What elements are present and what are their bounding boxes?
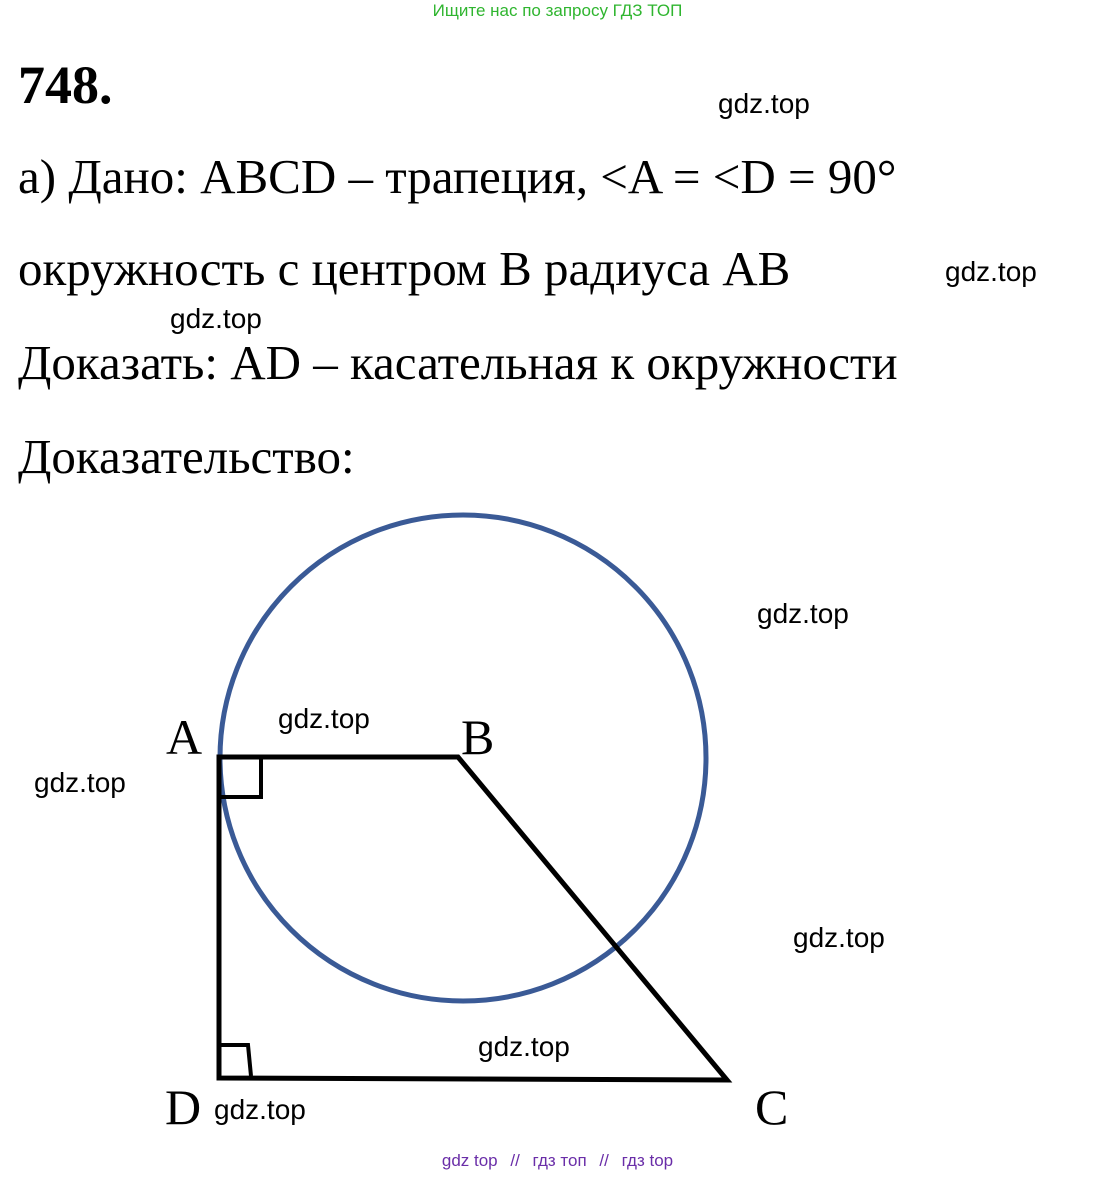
problem-number: 748. xyxy=(18,55,113,115)
watermark: gdz.top xyxy=(278,703,370,734)
footer-separator: // xyxy=(510,1151,520,1170)
vertex-label-c: C xyxy=(755,1079,789,1135)
watermark: gdz.top xyxy=(170,303,262,334)
watermark: gdz.top xyxy=(757,598,849,629)
footer-link[interactable]: гдз top xyxy=(621,1151,674,1170)
search-hint: Ищите нас по запросу ГДЗ ТОП xyxy=(432,1,683,20)
proof-heading: Доказательство: xyxy=(18,429,355,484)
circle-line: окружность с центром B радиуса AB xyxy=(18,241,791,296)
vertex-label-b: B xyxy=(461,709,495,765)
right-angle-mark-d xyxy=(221,1045,251,1076)
footer-links xyxy=(0,1151,1115,1171)
prove-line: Доказать: AD – касательная к окружности xyxy=(18,335,898,390)
given-line: а) Дано: ABCD – трапеция, <A = <D = 90° xyxy=(18,149,897,204)
footer-link[interactable]: гдз топ xyxy=(532,1151,587,1170)
vertex-label-d: D xyxy=(165,1079,202,1135)
footer-separator: // xyxy=(599,1151,609,1170)
watermark: gdz.top xyxy=(34,767,126,798)
right-angle-mark-a xyxy=(221,759,261,797)
footer-link[interactable]: gdz top xyxy=(441,1151,498,1170)
watermark: gdz.top xyxy=(718,88,810,119)
vertex-label-a: A xyxy=(166,709,203,765)
trapezoid-abcd xyxy=(219,757,727,1080)
watermark: gdz.top xyxy=(214,1094,306,1125)
watermark: gdz.top xyxy=(478,1031,570,1062)
watermark: gdz.top xyxy=(793,922,885,953)
watermark: gdz.top xyxy=(945,256,1037,287)
